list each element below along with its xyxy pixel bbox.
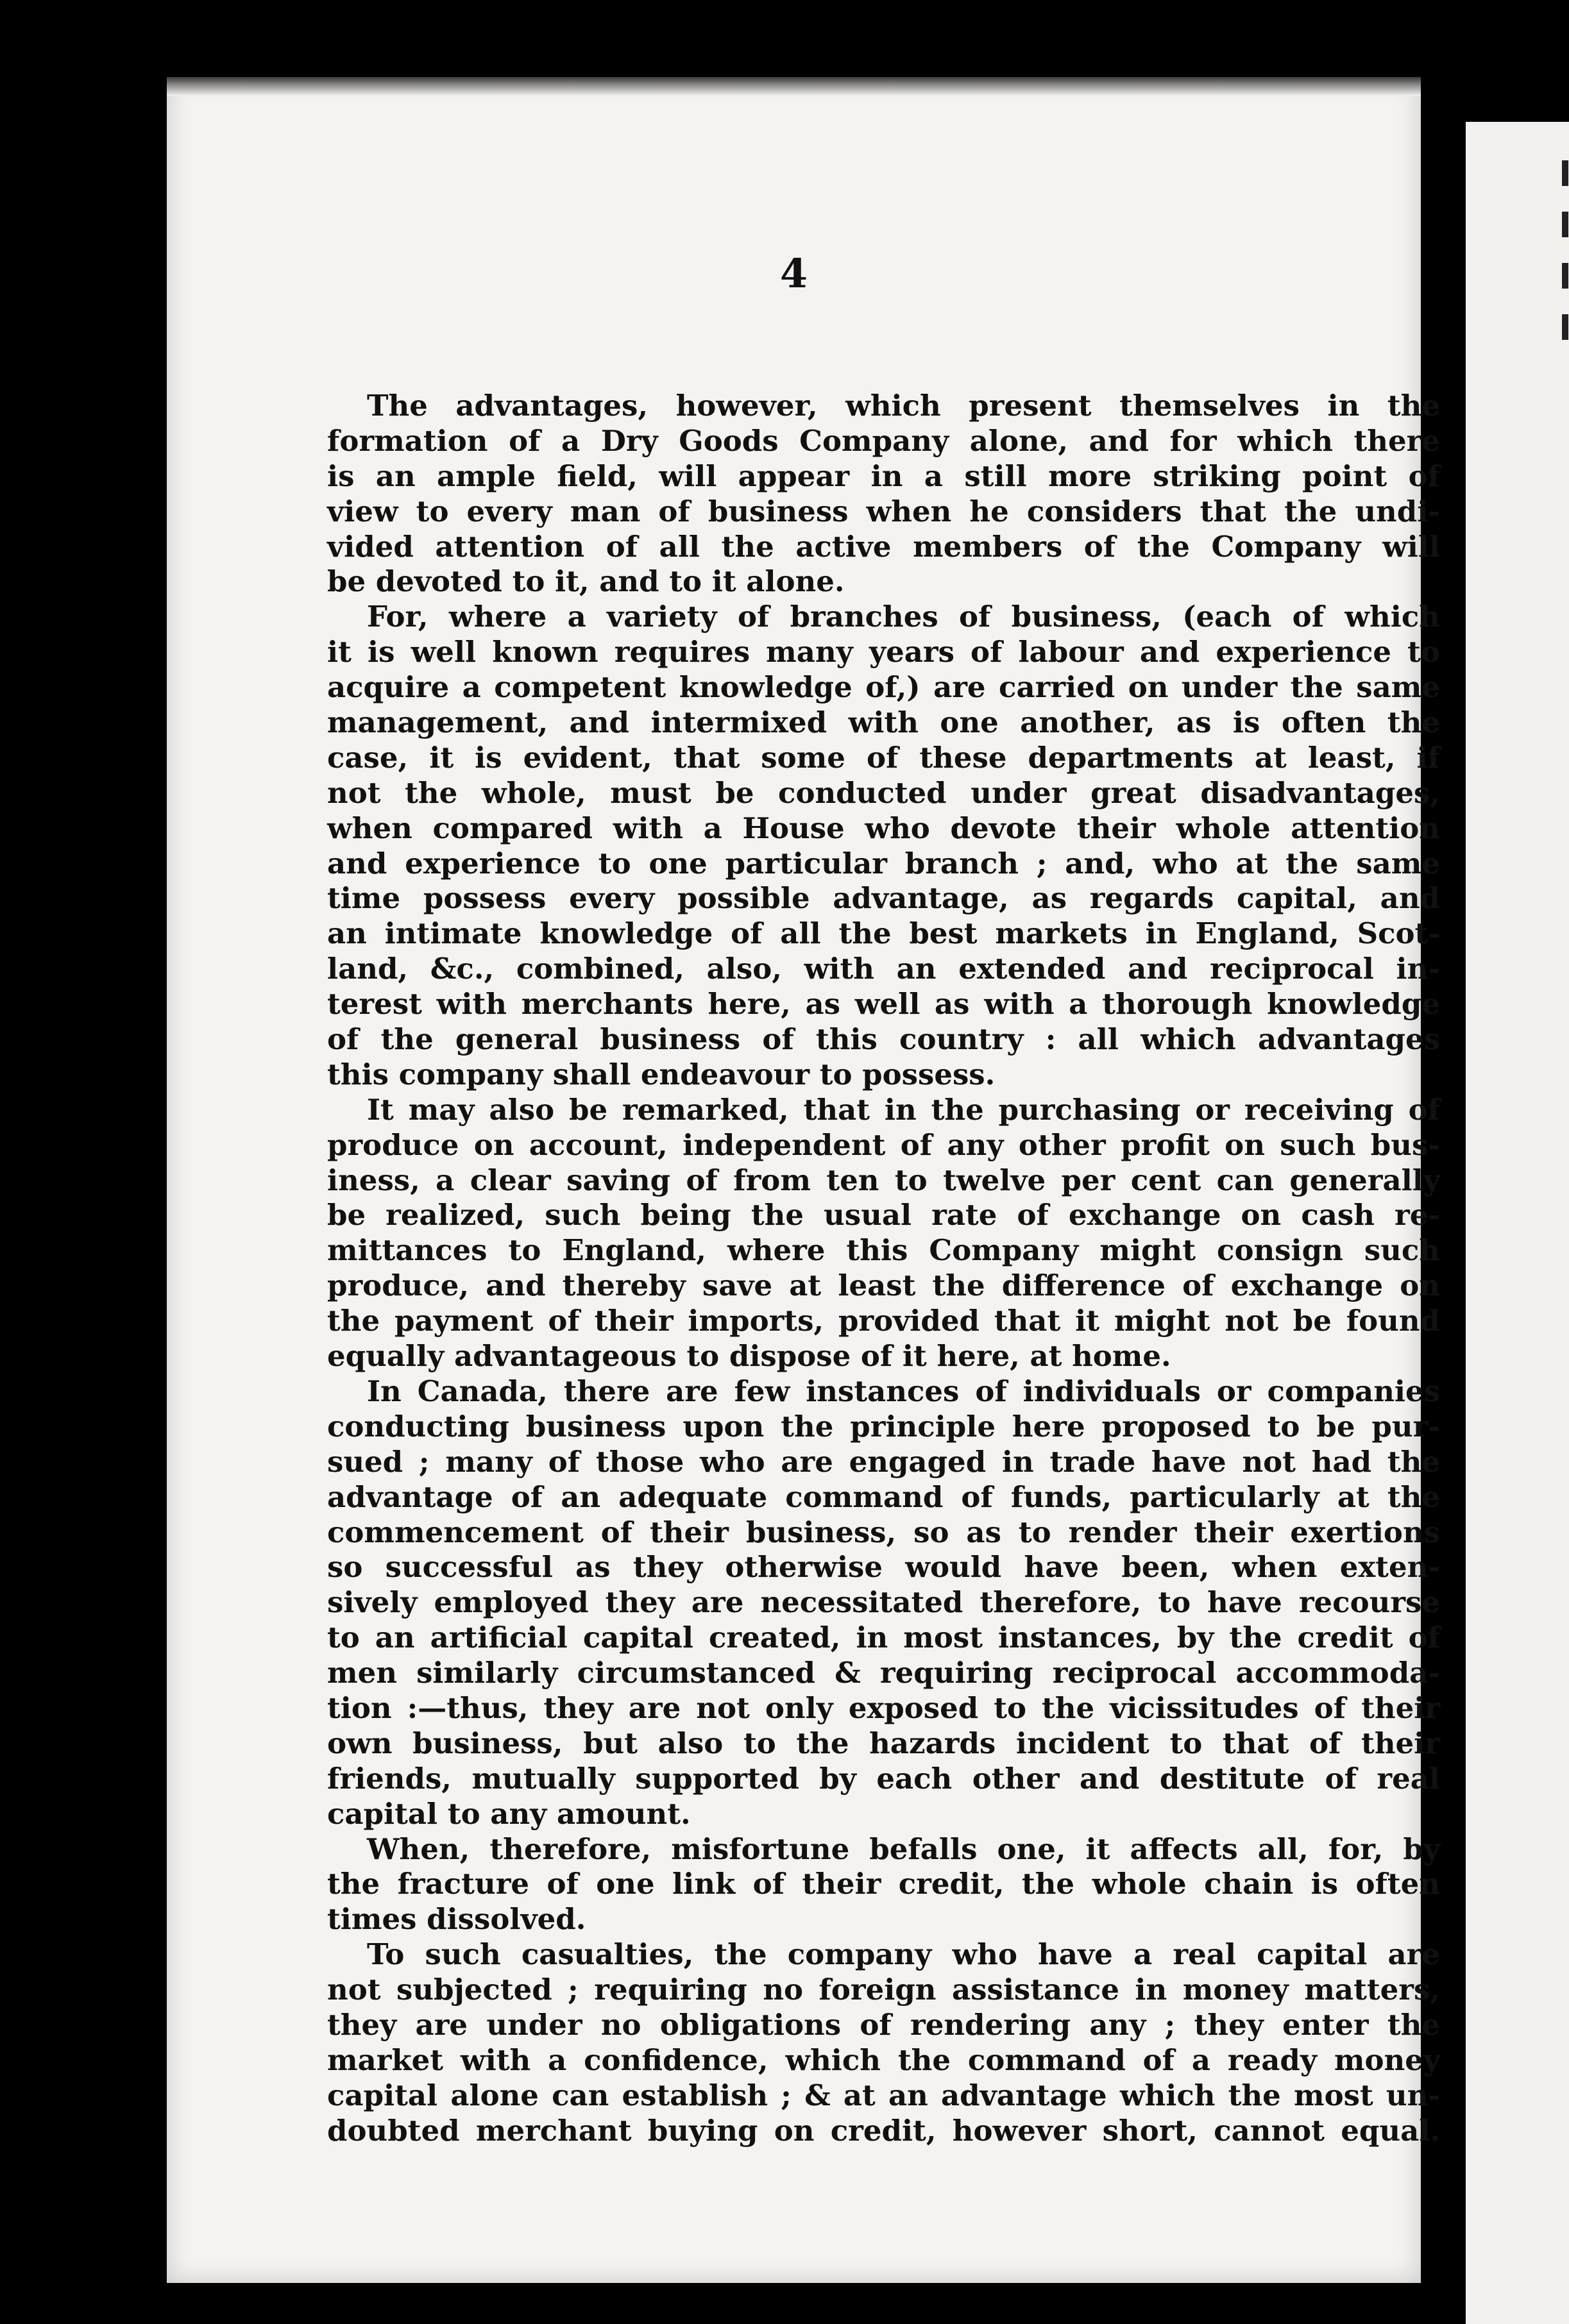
text-line: own business, but also to the hazards incident to that of their bbox=[327, 1726, 1440, 1760]
text-line: market with a confidence, which the command of a ready money bbox=[327, 2042, 1440, 2077]
text-line: equally advantageous to dispose of it here, at home. bbox=[327, 1339, 1171, 1374]
text-line: capital to any amount. bbox=[327, 1796, 691, 1831]
text-line: not subjected ; requiring no foreign assistance in money matters, bbox=[327, 1973, 1440, 2007]
document-page bbox=[167, 77, 1440, 2283]
text-line: For, where a variety of branches of business, (each of which bbox=[367, 600, 1440, 634]
text-line: it is well known requires many years of labour and experience to bbox=[327, 635, 1440, 669]
text-line: vided attention of all the active members of the Company will bbox=[327, 529, 1440, 564]
text-line: doubted merchant buying on credit, however short, cannot equal. bbox=[327, 2113, 1440, 2148]
page-top-edge bbox=[167, 77, 1421, 96]
text-line: so successful as they otherwise would have been, when exten- bbox=[327, 1550, 1440, 1585]
text-line: this company shall endeavour to possess. bbox=[327, 1057, 996, 1091]
text-line: When, therefore, misfortune befalls one, it affects all, for, by bbox=[367, 1831, 1440, 1866]
text-line: conducting business upon the principle here proposed to be pur- bbox=[327, 1409, 1440, 1444]
text-line: time possess every possible advantage, as regards capital, and bbox=[327, 881, 1440, 916]
text-line: formation of a Dry Goods Company alone, and for which there bbox=[327, 423, 1440, 458]
text-line: view to every man of business when he considers that the undi- bbox=[327, 494, 1440, 528]
text-line: terest with merchants here, as well as with a thorough knowledge bbox=[327, 987, 1440, 1022]
text-line: of the general business of this country : all which advantages bbox=[327, 1022, 1440, 1057]
text-line: produce, and thereby save at least the difference of exchange on bbox=[327, 1268, 1440, 1303]
text-line: friends, mutually supported by each other and destitute of real bbox=[327, 1761, 1440, 1796]
text-line: men similarly circumstanced & requiring reciprocal accommoda- bbox=[327, 1656, 1440, 1690]
text-line: to an artificial capital created, in most instances, by the credit of bbox=[327, 1621, 1440, 1655]
text-line: In Canada, there are few instances of individuals or companies bbox=[367, 1374, 1440, 1408]
text-line: the fracture of one link of their credit, the whole chain is often bbox=[327, 1867, 1440, 1901]
text-line: be devoted to it, and to it alone. bbox=[327, 564, 845, 599]
text-line: the payment of their imports, provided that it might not be found bbox=[327, 1304, 1440, 1338]
text-line: is an ample field, will appear in a still more striking point of bbox=[327, 459, 1440, 493]
body-text bbox=[327, 389, 1440, 2149]
text-line: an intimate knowledge of all the best markets in England, Scot- bbox=[327, 916, 1440, 951]
text-line: advantage of an adequate command of funds, particularly at the bbox=[327, 1479, 1440, 1514]
text-line: land, &c., combined, also, with an extended and reciprocal in- bbox=[327, 952, 1440, 986]
text-line: iness, a clear saving of from ten to twelve per cent can generally bbox=[327, 1163, 1440, 1197]
text-line: when compared with a House who devote their whole attention bbox=[327, 811, 1440, 845]
text-line: mittances to England, where this Company might consign such bbox=[327, 1233, 1440, 1268]
text-line: commencement of their business, so as to render their exertions bbox=[327, 1515, 1440, 1549]
text-line: acquire a competent knowledge of,) are carried on under the same bbox=[327, 670, 1440, 705]
text-line: The advantages, however, which present themselves in the bbox=[367, 389, 1440, 423]
text-line: times dissolved. bbox=[327, 1902, 586, 1937]
text-line: sued ; many of those who are engaged in trade have not had the bbox=[327, 1444, 1440, 1479]
page-number: 4 bbox=[779, 250, 808, 297]
adjacent-page-edge bbox=[1466, 122, 1569, 2324]
text-line: It may also be remarked, that in the purchasing or receiving of bbox=[367, 1092, 1440, 1127]
text-line: tion :—thus, they are not only exposed to the vicissitudes of their bbox=[327, 1690, 1440, 1725]
text-line: To such casualties, the company who have a real capital are bbox=[367, 1937, 1440, 1972]
text-line: sively employed they are necessitated therefore, to have recourse bbox=[327, 1585, 1440, 1620]
text-line: be realized, such being the usual rate of exchange on cash re- bbox=[327, 1198, 1440, 1233]
text-line: they are under no obligations of rendering any ; they enter the bbox=[327, 2007, 1440, 2042]
text-line: and experience to one particular branch ; and, who at the same bbox=[327, 846, 1440, 880]
text-line: produce on account, independent of any other profit on such bus- bbox=[327, 1127, 1440, 1162]
text-line: management, and intermixed with one another, as is often the bbox=[327, 705, 1440, 740]
text-line: capital alone can establish ; & at an advantage which the most un- bbox=[327, 2078, 1440, 2112]
text-line: case, it is evident, that some of these departments at least, if bbox=[327, 740, 1440, 775]
text-line: not the whole, must be conducted under great disadvantages, bbox=[327, 775, 1440, 810]
